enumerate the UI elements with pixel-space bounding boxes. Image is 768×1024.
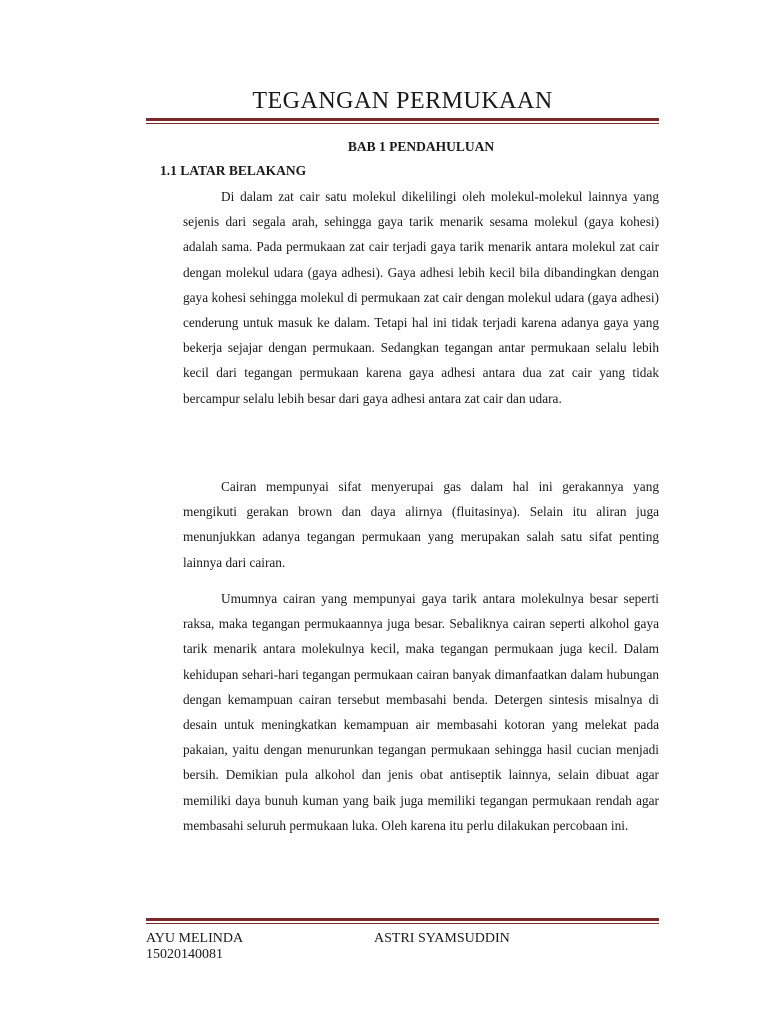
chapter-title: BAB 1 PENDAHULUAN — [347, 139, 495, 154]
footer-divider-thin — [146, 923, 659, 924]
body-paragraph-1: Di dalam zat cair satu molekul dikelilingi oleh molekul-molekul lainnya yang sejenis dari segala arah, sehingga gaya tarik menarik sesama molekul (gaya kohesi) adalah sama. Pada permukaan zat cair terjadi gaya tarik menarik antara molekul zat cair dengan molekul udara (gaya adhesi). Gaya adhesi lebih kecil bila dibandingkan dengan gaya kohesi sehingga molekul di permukaan zat cair dengan molekul udara (gaya adhesi) cenderung untuk masuk ke dalam. Tetapi hal ini tidak terjadi karena adanya gaya yang bekerja sejajar dengan permukaan. Sedangkan tegangan antar permukaan selalu lebih kecil dari tegangan permukaan karena gaya adhesi antara dua zat cair yang tidak bercampur selalu lebih besar dari gaya adhesi antara zat cair dan udara. — [183, 189, 659, 406]
header-divider — [146, 118, 659, 124]
footer-divider — [146, 918, 659, 924]
footer-supervisor: ASTRI SYAMSUDDIN — [374, 931, 510, 946]
header-divider-thin — [146, 123, 659, 124]
header-divider-thick — [146, 118, 659, 121]
body-paragraph-2: Cairan mempunyai sifat menyerupai gas dalam hal ini gerakannya yang mengikuti gerakan brown dan daya alirnya (fluitasinya). Selain itu aliran juga menunjukkan adanya tegangan permukaan yang merupakan salah satu sifat penting lainnya dari cairan. — [183, 479, 659, 570]
footer-divider-thick — [146, 918, 659, 921]
body-paragraph-3: Umumnya cairan yang mempunyai gaya tarik antara molekulnya besar seperti raksa, maka tegangan permukaannya juga besar. Sebaliknya cairan seperti alkohol gaya tarik menarik antara molekulnya kecil, maka tegangan permukaan juga kecil. Dalam kehidupan sehari-hari tegangan permukaan cairan banyak dimanfaatkan dalam hubungan dengan kemampuan cairan tersebut membasahi benda. Detergen sintesis misalnya di desain untuk meningkatkan kemampuan air membasahi kotoran yang melekat pada pakaian, yaitu dengan menurunkan tegangan permukaan sehingga hasil cucian menjadi bersih. Demikian pula alkohol dan jenis obat antiseptik lainnya, selain dibuat agar memiliki daya bunuh kuman yang baik juga memiliki tegangan permukaan rendah agar membasahi seluruh permukaan luka. Oleh karena itu perlu dilakukan percobaan ini. — [183, 591, 659, 833]
footer-author-name: AYU MELINDA — [146, 931, 244, 946]
page-title: TEGANGAN PERMUKAAN — [252, 88, 553, 114]
section-heading: 1.1 LATAR BELAKANG — [160, 163, 307, 178]
footer-author-id: 15020140081 — [146, 947, 223, 962]
